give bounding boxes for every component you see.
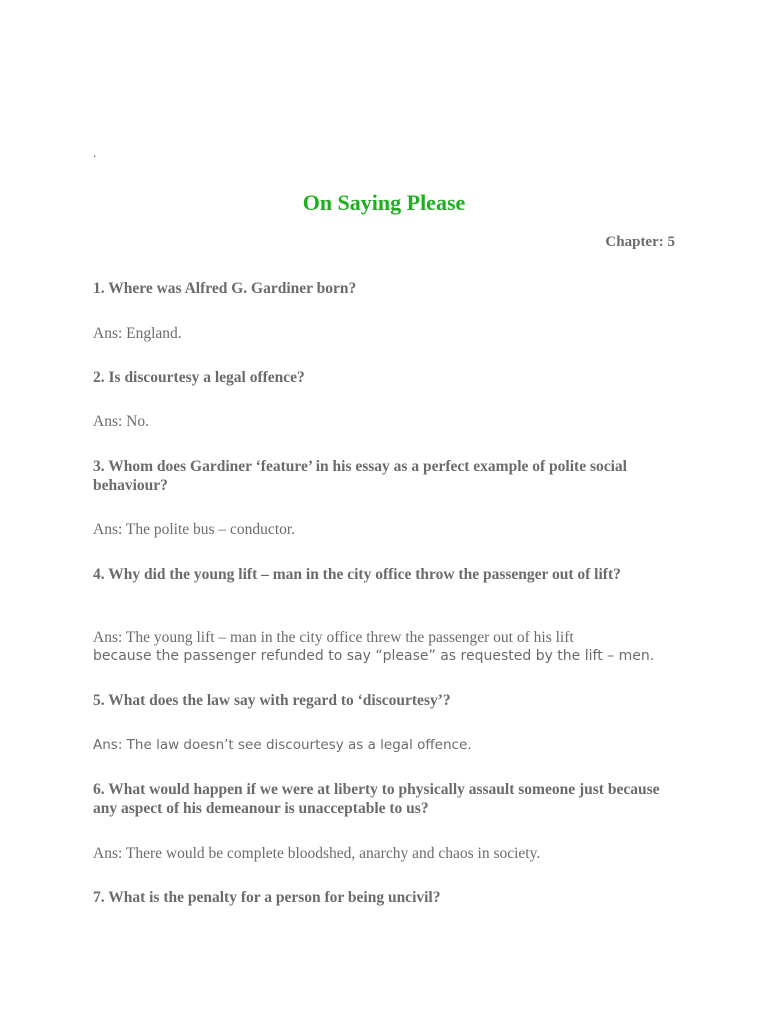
answer-6: Ans: There would be complete bloodshed, anarchy and chaos in society. [93,845,541,862]
question-3: 3. Whom does Gardiner ‘feature’ in his essay as a perfect example of polite social behaviour? [93,458,627,494]
chapter-label: Chapter: 5 [605,234,675,250]
question-2: 2. Is discourtesy a legal offence? [93,369,305,386]
answer-3: Ans: The polite bus – conductor. [93,521,296,538]
question-5: 5. What does the law say with regard to ‘discourtesy’? [93,692,451,709]
question-7: 7. What is the penalty for a person for being uncivil? [93,889,441,906]
stray-dot: . [93,146,97,161]
question-6: 6. What would happen if we were at liberty to physically assault someone just because any aspect of his demeanour is unacceptable to us? [93,781,660,817]
question-1: 1. Where was Alfred G. Gardiner born? [93,280,357,297]
answer-4-line-1: Ans: The young lift – man in the city office threw the passenger out of his lift [93,629,574,646]
answer-1: Ans: England. [93,325,182,342]
question-4: 4. Why did the young lift – man in the city office throw the passenger out of lift? [93,566,621,583]
answer-5: Ans: The law doesn’t see discourtesy as a legal offence. [93,737,472,753]
document-title: On Saying Please [302,190,466,215]
answer-4-line-2: because the passenger refunded to say “please” as requested by the lift – men. [93,648,655,664]
answer-2: Ans: No. [93,413,149,430]
